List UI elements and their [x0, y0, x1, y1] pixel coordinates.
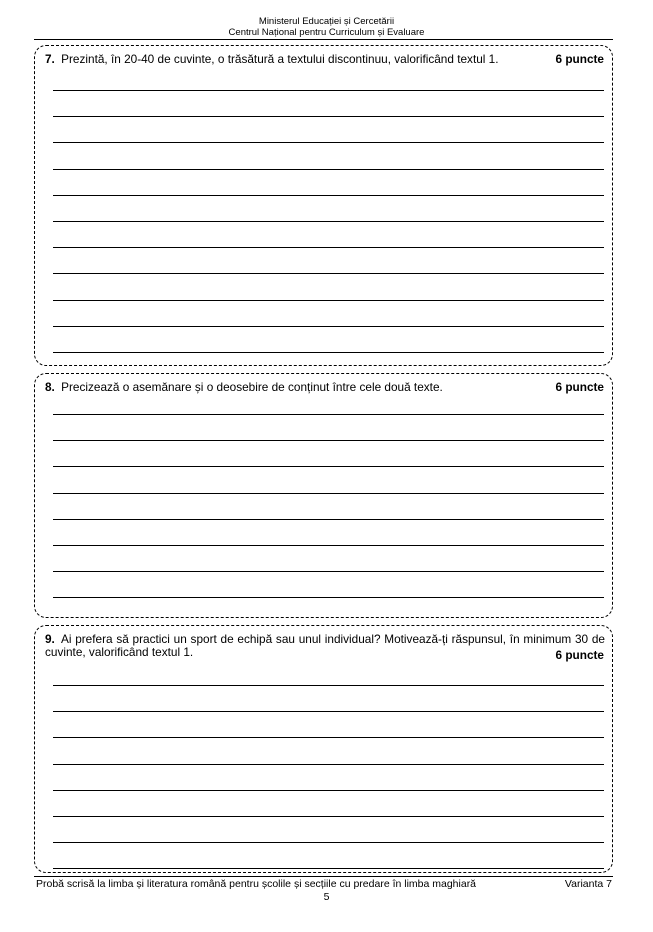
question-7-number: 7.	[45, 52, 55, 66]
answer-line	[53, 597, 604, 598]
page-header	[0, 16, 653, 38]
answer-line	[53, 868, 604, 869]
answer-line	[53, 685, 604, 686]
answer-line	[53, 247, 604, 248]
answer-line	[53, 842, 604, 843]
question-9-box	[34, 625, 613, 873]
answer-line	[53, 300, 604, 301]
answer-line	[53, 816, 604, 817]
question-8-box	[34, 373, 613, 618]
answer-line	[53, 493, 604, 494]
answer-line	[53, 571, 604, 572]
answer-line	[53, 273, 604, 274]
question-9-text-block	[45, 633, 605, 659]
question-8-number: 8.	[45, 380, 55, 394]
answer-line	[53, 545, 604, 546]
answer-line	[53, 90, 604, 91]
header-divider	[34, 39, 613, 40]
answer-line	[53, 352, 604, 353]
question-7-prompt: Prezintă, în 20-40 de cuvinte, o trăsătură a textului discontinuu, valorificând textul 1.	[61, 52, 499, 66]
question-7-points: 6 puncte	[555, 52, 604, 66]
answer-line	[53, 169, 604, 170]
answer-line	[53, 414, 604, 415]
answer-line	[53, 737, 604, 738]
question-9-prompt: Ai prefera să practici un sport de echipă sau unul individual? Motivează-ți răspunsul, în minimum 30 de cuvinte, valorificând textul 1.	[45, 632, 605, 659]
answer-line	[53, 440, 604, 441]
footer-variant: Varianta 7	[564, 878, 612, 890]
page-number: 5	[323, 891, 330, 903]
question-9-number: 9.	[45, 632, 55, 646]
answer-line	[53, 466, 604, 467]
question-8-prompt: Precizează o asemănare și o deosebire de conținut între cele două texte.	[61, 380, 443, 394]
answer-line	[53, 195, 604, 196]
footer-exam-title: Probă scrisă la limba și literatura română pentru școlile și secțiile cu predare în limba maghiară	[36, 878, 477, 890]
question-9-points: 6 puncte	[555, 648, 604, 662]
answer-line	[53, 519, 604, 520]
question-8-points: 6 puncte	[555, 380, 604, 394]
answer-line	[53, 790, 604, 791]
header-ministry: Ministerul Educației și Cercetării	[258, 16, 395, 27]
question-7-text-block	[45, 53, 595, 66]
footer-divider	[34, 876, 613, 877]
answer-line	[53, 711, 604, 712]
answer-line	[53, 142, 604, 143]
question-7-box	[34, 45, 613, 366]
answer-line	[53, 116, 604, 117]
question-8-text-block	[45, 381, 595, 394]
answer-line	[53, 764, 604, 765]
answer-line	[53, 326, 604, 327]
header-center: Centrul Național pentru Curriculum și Evaluare	[228, 27, 425, 38]
answer-line	[53, 221, 604, 222]
